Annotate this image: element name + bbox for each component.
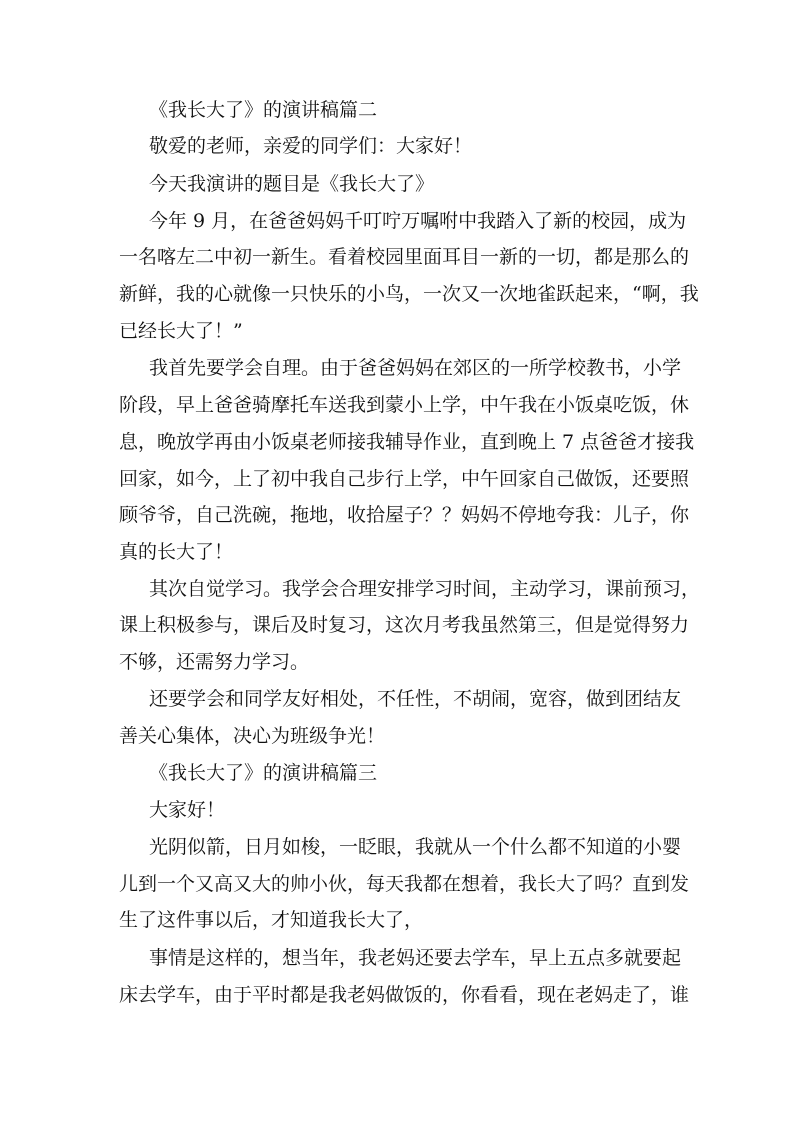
paragraph-line: 阶段，早上爸爸骑摩托车送我到蒙小上学，中午我在小饭桌吃饭，休 bbox=[119, 394, 690, 416]
paragraph-line: 儿到一个又高又大的帅小伙，每天我都在想着，我长大了吗？直到发 bbox=[119, 873, 690, 895]
paragraph-line: 床去学车，由于平时都是我老妈做饭的，你看看，现在老妈走了，谁 bbox=[119, 984, 690, 1006]
paragraph-line: 事情是这样的，想当年，我老妈还要去学车，早上五点多就要起 bbox=[149, 947, 682, 969]
paragraph-line: 还要学会和同学友好相处，不任性，不胡闹，宽容，做到团结友 bbox=[149, 688, 682, 710]
paragraph-line: 一名喀左二中初一新生。看着校园里面耳目一新的一切，都是那么的 bbox=[119, 246, 690, 268]
paragraph-line: 息，晚放学再由小饭桌老师接我辅导作业，直到晚上 7 点爸爸才接我 bbox=[119, 431, 695, 453]
speech-topic-line: 今天我演讲的题目是《我长大了》 bbox=[149, 173, 435, 195]
paragraph-line: 顾爷爷，自己洗碗，拖地，收拾屋子？？妈妈不停地夸我：儿子，你 bbox=[119, 504, 690, 526]
paragraph-line: 真的长大了！ bbox=[119, 541, 234, 563]
section-title-3: 《我长大了》的演讲稿篇三 bbox=[149, 762, 378, 784]
paragraph-line: 不够，还需努力学习。 bbox=[119, 651, 310, 673]
paragraph-line: 其次自觉学习。我学会合理安排学习时间，主动学习，课前预习， bbox=[149, 578, 701, 600]
paragraph-line: 生了这件事以后，才知道我长大了， bbox=[119, 909, 424, 931]
greeting-line: 敬爱的老师，亲爱的同学们：大家好！ bbox=[149, 135, 473, 157]
paragraph-line: 回家，如今，上了初中我自己步行上学，中午回家自己做饭，还要照 bbox=[119, 468, 690, 490]
paragraph-line: 新鲜，我的心就像一只快乐的小鸟，一次又一次地雀跃起来，“啊，我 bbox=[119, 283, 699, 305]
paragraph-line: 善关心集体，决心为班级争光！ bbox=[119, 725, 386, 747]
paragraph-line: 光阴似箭，日月如梭，一眨眼，我就从一个什么都不知道的小婴 bbox=[149, 836, 682, 858]
paragraph-line: 今年 9 月，在爸爸妈妈千叮咛万嘱咐中我踏入了新的校园，成为 bbox=[149, 210, 687, 232]
paragraph-line: 我首先要学会自理。由于爸爸妈妈在郊区的一所学校教书，小学 bbox=[149, 357, 682, 379]
greeting-line: 大家好！ bbox=[149, 799, 226, 821]
paragraph-line: 已经长大了！” bbox=[119, 320, 243, 342]
paragraph-line: 课上积极参与，课后及时复习，这次月考我虽然第三，但是觉得努力 bbox=[119, 614, 690, 636]
section-title-2: 《我长大了》的演讲稿篇二 bbox=[149, 99, 378, 121]
